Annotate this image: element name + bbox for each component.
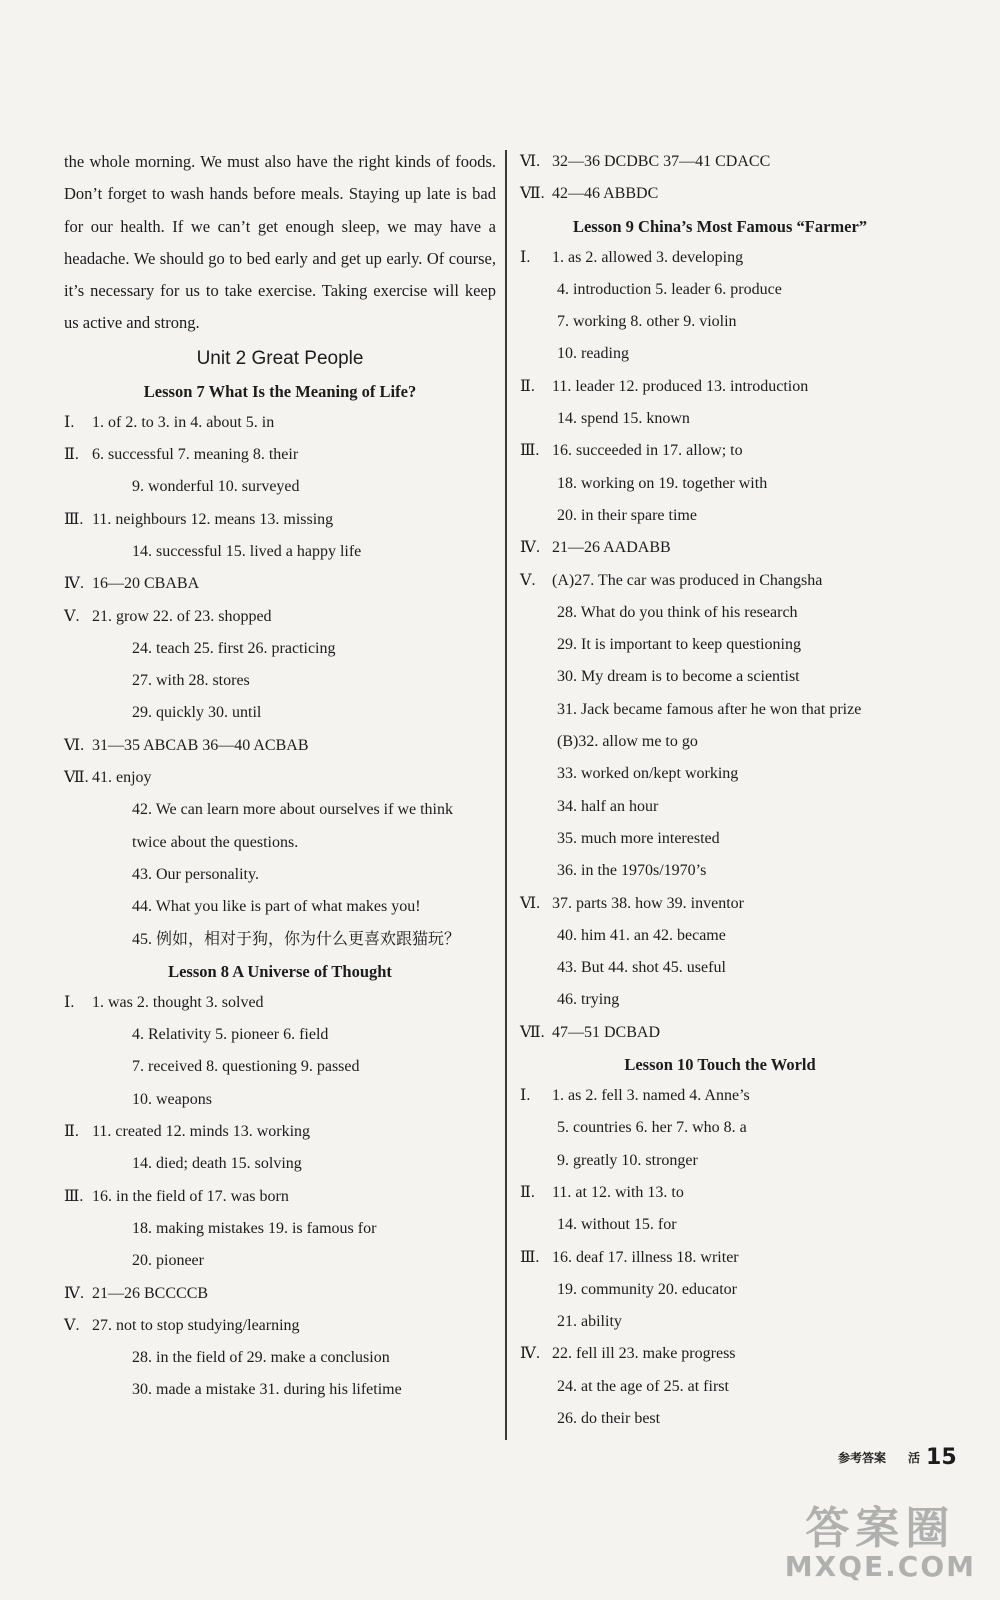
- answer-line: [64, 568, 496, 600]
- answer-text: 44. What you like is part of what makes you!: [132, 898, 421, 916]
- answer-line: [64, 439, 496, 471]
- answer-text: 18. making mistakes 19. is famous for: [132, 1219, 377, 1237]
- answer-text: 34. half an hour: [557, 797, 659, 815]
- section-numeral: Ⅲ.: [520, 442, 540, 460]
- answer-text: 11. leader 12. produced 13. introduction: [552, 377, 809, 395]
- section-numeral: Ⅰ.: [520, 1087, 531, 1105]
- section-numeral: Ⅶ.: [520, 1023, 545, 1041]
- section-numeral: Ⅴ.: [64, 607, 80, 625]
- answer-line: [64, 924, 496, 956]
- answer-line: [520, 371, 920, 403]
- answer-text: 1. as 2. fell 3. named 4. Anne’s: [552, 1087, 750, 1105]
- answer-text: 30. made a mistake 31. during his lifetime: [132, 1381, 402, 1399]
- answer-text: 33. worked on/kept working: [557, 765, 739, 783]
- answer-line: [520, 791, 920, 823]
- section-numeral: Ⅴ.: [64, 1316, 80, 1334]
- watermark-logo-text: 答案圈: [805, 1503, 956, 1554]
- answer-text: 14. without 15. for: [557, 1216, 677, 1234]
- answer-line: [520, 1017, 920, 1049]
- answer-text: 10. reading: [557, 345, 629, 363]
- section-numeral: Ⅳ.: [64, 1284, 84, 1302]
- answer-text: 28. in the field of 29. make a conclusion: [132, 1349, 390, 1367]
- section-numeral: Ⅳ.: [64, 575, 84, 593]
- answer-line: [520, 146, 920, 178]
- answer-line: [520, 274, 920, 306]
- lesson-10-title: Lesson 10 Touch the World: [624, 1055, 816, 1075]
- section-numeral: Ⅱ.: [520, 1183, 535, 1201]
- answer-line: [520, 1112, 920, 1144]
- answer-line: [520, 1080, 920, 1112]
- answer-text: 4. introduction 5. leader 6. produce: [557, 280, 782, 298]
- answer-text: 7. working 8. other 9. violin: [557, 313, 737, 331]
- answer-line: [64, 407, 496, 439]
- answer-line: [64, 504, 496, 536]
- answer-line: [520, 242, 920, 274]
- answer-text: 6. successful 7. meaning 8. their: [92, 446, 299, 464]
- answer-text: 18. working on 19. together with: [557, 474, 768, 492]
- answer-text: 14. spend 15. known: [557, 410, 690, 428]
- answer-text: 46. trying: [557, 991, 620, 1009]
- section-numeral: Ⅵ.: [64, 736, 85, 754]
- answer-line: [520, 1403, 920, 1435]
- lesson-8-title: Lesson 8 A Universe of Thought: [168, 961, 392, 981]
- answer-text: 43. Our personality.: [132, 865, 259, 883]
- answer-line: [520, 1177, 920, 1209]
- answer-line: [520, 1209, 920, 1241]
- answer-line: [64, 1084, 496, 1116]
- answer-text: 30. My dream is to become a scientist: [557, 668, 800, 686]
- answer-text: 42. We can learn more about ourselves if we think: [132, 801, 453, 819]
- answer-text: twice about the questions.: [132, 833, 299, 851]
- section-numeral: Ⅵ.: [520, 894, 541, 912]
- lesson-10-answers: [520, 1080, 920, 1435]
- section-numeral: Ⅰ.: [64, 413, 75, 431]
- answer-text: 4. Relativity 5. pioneer 6. field: [132, 1026, 329, 1044]
- answer-line: [520, 823, 920, 855]
- section-numeral: Ⅱ.: [520, 377, 535, 395]
- answer-line: [520, 694, 920, 726]
- answer-text: 16—20 CBABA: [92, 575, 200, 593]
- lesson-7-answers: [64, 407, 496, 956]
- answer-line: [64, 1342, 496, 1374]
- answer-text: 24. at the age of 25. at first: [557, 1377, 729, 1395]
- answer-text: 37. parts 38. how 39. inventor: [552, 894, 744, 912]
- answer-line: [64, 794, 496, 826]
- answer-line: [64, 1181, 496, 1213]
- answer-line: [520, 1274, 920, 1306]
- answer-text: 20. in their spare time: [557, 506, 697, 524]
- answer-line: [520, 435, 920, 467]
- unit-title: Unit 2 Great People: [196, 347, 364, 369]
- answer-text: 11. neighbours 12. means 13. missing: [92, 510, 334, 528]
- answer-text: (B)32. allow me to go: [557, 733, 698, 751]
- answer-line: [64, 859, 496, 891]
- answer-text: 41. enjoy: [92, 769, 152, 787]
- answer-line: [64, 536, 496, 568]
- answer-line: [520, 338, 920, 370]
- answer-text: 36. in the 1970s/1970’s: [557, 862, 707, 880]
- answer-text: 42—46 ABBDC: [552, 185, 659, 203]
- section-numeral: Ⅵ.: [520, 153, 541, 170]
- section-numeral: Ⅳ.: [520, 539, 540, 557]
- intro-paragraph: the whole morning. We must also have the right kinds of foods. Don’t forget to wash hands before meals. Staying up late is bad for our health. If we can’t get enough sleep, we may have a headache. We should go to bed early and get up early. Of course, it’s necessary for us to take exercise. Taking exercise will keep us active and strong.: [64, 152, 496, 333]
- answer-text: 16. deaf 17. illness 18. writer: [552, 1248, 739, 1266]
- lesson-9-title: Lesson 9 China’s Most Famous “Farmer”: [572, 216, 868, 236]
- section-numeral: Ⅰ.: [64, 993, 75, 1011]
- answer-line: [520, 500, 920, 532]
- answer-text: 1. as 2. allowed 3. developing: [552, 248, 744, 266]
- answer-line: [520, 855, 920, 887]
- answer-text: 21. grow 22. of 23. shopped: [92, 607, 272, 625]
- lesson-7-title: Lesson 7 What Is the Meaning of Life?: [143, 381, 417, 401]
- answer-line: [64, 1245, 496, 1277]
- lesson-8-answers: [64, 987, 496, 1407]
- answer-line: [520, 178, 920, 210]
- answer-text: 1. was 2. thought 3. solved: [92, 993, 264, 1011]
- answer-text: 5. countries 6. her 7. who 8. a: [557, 1119, 747, 1137]
- answer-line: [64, 1374, 496, 1406]
- section-numeral: Ⅳ.: [520, 1345, 540, 1363]
- answer-line: [64, 730, 496, 762]
- answer-text: (A)27. The car was produced in Changsha: [552, 571, 823, 589]
- answer-text: 21—26 BCCCCB: [92, 1284, 209, 1302]
- answer-text: 47—51 DCBAD: [552, 1023, 661, 1041]
- answer-line: [64, 1019, 496, 1051]
- answer-line: [520, 920, 920, 952]
- answer-line: [64, 633, 496, 665]
- answer-line: [520, 565, 920, 597]
- answer-line: [520, 726, 920, 758]
- answer-text: 45. 例如，相对于狗，你为什么更喜欢跟猫玩？: [132, 930, 461, 948]
- section-numeral: Ⅲ.: [64, 510, 84, 528]
- answer-line: [520, 888, 920, 920]
- answer-line: [520, 403, 920, 435]
- answer-text: 32—36 DCDBC 37—41 CDACC: [552, 153, 771, 170]
- answer-text: 21—26 AADABB: [552, 539, 671, 557]
- section-numeral: Ⅱ.: [64, 446, 79, 464]
- answer-line: [64, 1278, 496, 1310]
- lesson-8-continued-answers: [520, 146, 920, 211]
- answer-line: [64, 1213, 496, 1245]
- answer-text: 11. at 12. with 13. to: [552, 1183, 684, 1201]
- answer-text: 11. created 12. minds 13. working: [92, 1123, 311, 1141]
- answer-line: [64, 697, 496, 729]
- section-numeral: Ⅶ.: [64, 769, 89, 787]
- answer-text: 16. succeeded in 17. allow; to: [552, 442, 743, 460]
- answer-text: 43. But 44. shot 45. useful: [557, 959, 726, 977]
- right-column: [520, 146, 920, 1435]
- answer-line: [64, 1310, 496, 1342]
- answer-text: 9. wonderful 10. surveyed: [132, 478, 300, 496]
- answer-line: [520, 629, 920, 661]
- lesson-9-answers: [520, 242, 920, 1049]
- page-prefix: 活: [908, 1451, 921, 1465]
- answer-text: 19. community 20. educator: [557, 1280, 737, 1298]
- answer-line: [520, 984, 920, 1016]
- answer-line: [64, 1148, 496, 1180]
- answer-text: 27. not to stop studying/learning: [92, 1316, 300, 1334]
- answer-text: 26. do their best: [557, 1409, 661, 1427]
- answer-text: 40. him 41. an 42. became: [557, 926, 726, 944]
- answer-line: [520, 532, 920, 564]
- answer-text: 28. What do you think of his research: [557, 603, 798, 621]
- answer-line: [520, 661, 920, 693]
- answer-text: 35. much more interested: [557, 829, 720, 847]
- answer-text: 1. of 2. to 3. in 4. about 5. in: [92, 413, 275, 431]
- answer-text: 14. died; death 15. solving: [132, 1155, 302, 1173]
- answer-text: 7. received 8. questioning 9. passed: [132, 1058, 360, 1076]
- section-numeral: Ⅲ.: [520, 1248, 540, 1266]
- answer-text: 27. with 28. stores: [132, 672, 250, 690]
- answer-text: 29. quickly 30. until: [132, 704, 262, 722]
- answer-line: [64, 987, 496, 1019]
- page-number: 15: [926, 1445, 957, 1470]
- answer-text: 16. in the field of 17. was born: [92, 1187, 289, 1205]
- answer-line: [520, 306, 920, 338]
- footer-label: 参考答案: [838, 1451, 887, 1465]
- section-numeral: Ⅴ.: [520, 571, 536, 589]
- answer-text: 24. teach 25. first 26. practicing: [132, 639, 336, 657]
- answer-line: [64, 891, 496, 923]
- section-numeral: Ⅲ.: [64, 1187, 84, 1205]
- answer-line: [64, 1051, 496, 1083]
- answer-line: [520, 1371, 920, 1403]
- answer-line: [520, 758, 920, 790]
- section-numeral: Ⅶ.: [520, 185, 545, 203]
- answer-line: [64, 665, 496, 697]
- left-column: [64, 146, 496, 1407]
- site-watermark: [784, 1503, 976, 1583]
- answer-line: [520, 1242, 920, 1274]
- answer-text: 31. Jack became famous after he won that prize: [557, 700, 862, 718]
- answer-text: 10. weapons: [132, 1090, 212, 1108]
- answer-line: [64, 601, 496, 633]
- section-numeral: Ⅱ.: [64, 1123, 79, 1141]
- answer-line: [64, 827, 496, 859]
- answer-line: [520, 952, 920, 984]
- answer-text: 22. fell ill 23. make progress: [552, 1345, 736, 1363]
- answer-text: 21. ability: [557, 1313, 622, 1331]
- section-numeral: Ⅰ.: [520, 248, 531, 266]
- answer-text: 14. successful 15. lived a happy life: [132, 542, 362, 560]
- answer-text: 9. greatly 10. stronger: [557, 1151, 698, 1169]
- page-footer: [838, 1438, 957, 1478]
- column-divider: [505, 150, 507, 1440]
- answer-line: [520, 1145, 920, 1177]
- answer-line: [64, 762, 496, 794]
- answer-line: [64, 471, 496, 503]
- answer-line: [520, 1306, 920, 1338]
- answer-text: 31—35 ABCAB 36—40 ACBAB: [92, 736, 309, 754]
- answer-line: [520, 597, 920, 629]
- answer-line: [64, 1116, 496, 1148]
- answer-line: [520, 1338, 920, 1370]
- watermark-url: MXQE.COM: [784, 1550, 976, 1583]
- answer-text: 29. It is important to keep questioning: [557, 636, 801, 654]
- answer-text: 20. pioneer: [132, 1252, 204, 1270]
- answer-line: [520, 468, 920, 500]
